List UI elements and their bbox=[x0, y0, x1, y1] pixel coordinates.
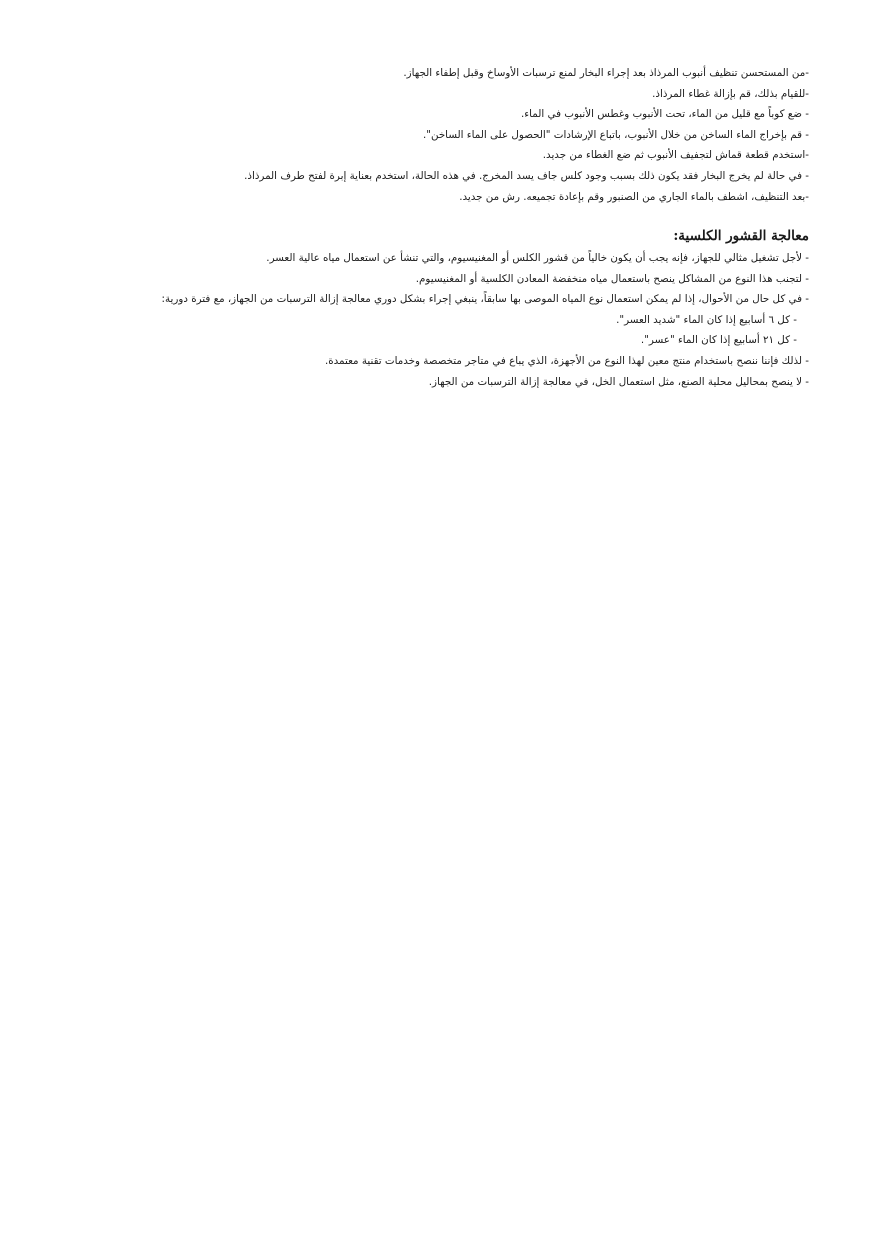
instruction-line: - في حالة لم يخرج البخار فقد يكون ذلك بسبب وجود كلس جاف يسد المخرج. في هذه الحالة، استخدم بعناية إبرة لفتح طرف المرذاذ. bbox=[244, 169, 809, 182]
instruction-line: - لا ينصح بمحاليل محلية الصنع، مثل استعمال الخل، في معالجة إزالة الترسبات من الجهاز. bbox=[428, 375, 809, 388]
instruction-line: - في كل حال من الأحوال، إذا لم يمكن استعمال نوع المياه الموصى بها سابقاً، ينبغي إجراء بشكل دوري معالجة إزالة الترسبات من الجهاز، مع فترة دورية: bbox=[161, 293, 809, 306]
instruction-line: -استخدم قطعة قماش لتجفيف الأنبوب ثم ضع الغطاء من جديد. bbox=[542, 149, 809, 162]
instruction-line: -للقيام بذلك، قم بإزالة غطاء المرذاذ. bbox=[652, 87, 809, 100]
instruction-line: - قم بإخراج الماء الساخن من خلال الأنبوب، باتباع الإرشادات "الحصول على الماء الساخن". bbox=[422, 128, 809, 141]
instruction-line: - لتجنب هذا النوع من المشاكل ينصح باستعمال مياه منخفضة المعادن الكلسية أو المغنيسيوم. bbox=[415, 272, 809, 285]
instruction-line: -بعد التنظيف، اشطف بالماء الجاري من الصنبور وقم بإعادة تجميعه. رش من جديد. bbox=[459, 190, 809, 203]
section-heading: معالجة القشور الكلسية: bbox=[673, 228, 809, 244]
instruction-line: - ضع كوباً مع قليل من الماء، تحت الأنبوب وغطس الأنبوب في الماء. bbox=[521, 108, 809, 121]
nozzle-cleaning-section bbox=[129, 63, 809, 207]
descaling-section bbox=[129, 226, 809, 392]
instruction-line: -من المستحسن تنظيف أنبوب المرذاذ بعد إجراء البخار لمنع ترسبات الأوساخ وقبل إطفاء الجهاز. bbox=[403, 67, 809, 79]
sub-instruction-line: - كل ٢١ أسابيع إذا كان الماء "عسر". bbox=[640, 334, 797, 347]
instruction-line: - لذلك فإننا ننصح باستخدام منتج معين لهذا النوع من الأجهزة، الذي يباع في متاجر متخصصة وخدمات تقنية معتمدة. bbox=[324, 354, 809, 367]
sub-instruction-line: - كل ٦ أسابيع إذا كان الماء "شديد العسر". bbox=[616, 313, 797, 326]
instruction-line: - لأجل تشغيل مثالي للجهاز، فإنه يجب أن يكون خالياً من قشور الكلس أو المغنيسيوم، والتي تنشأ عن استعمال مياه عالية العسر. bbox=[266, 252, 809, 264]
